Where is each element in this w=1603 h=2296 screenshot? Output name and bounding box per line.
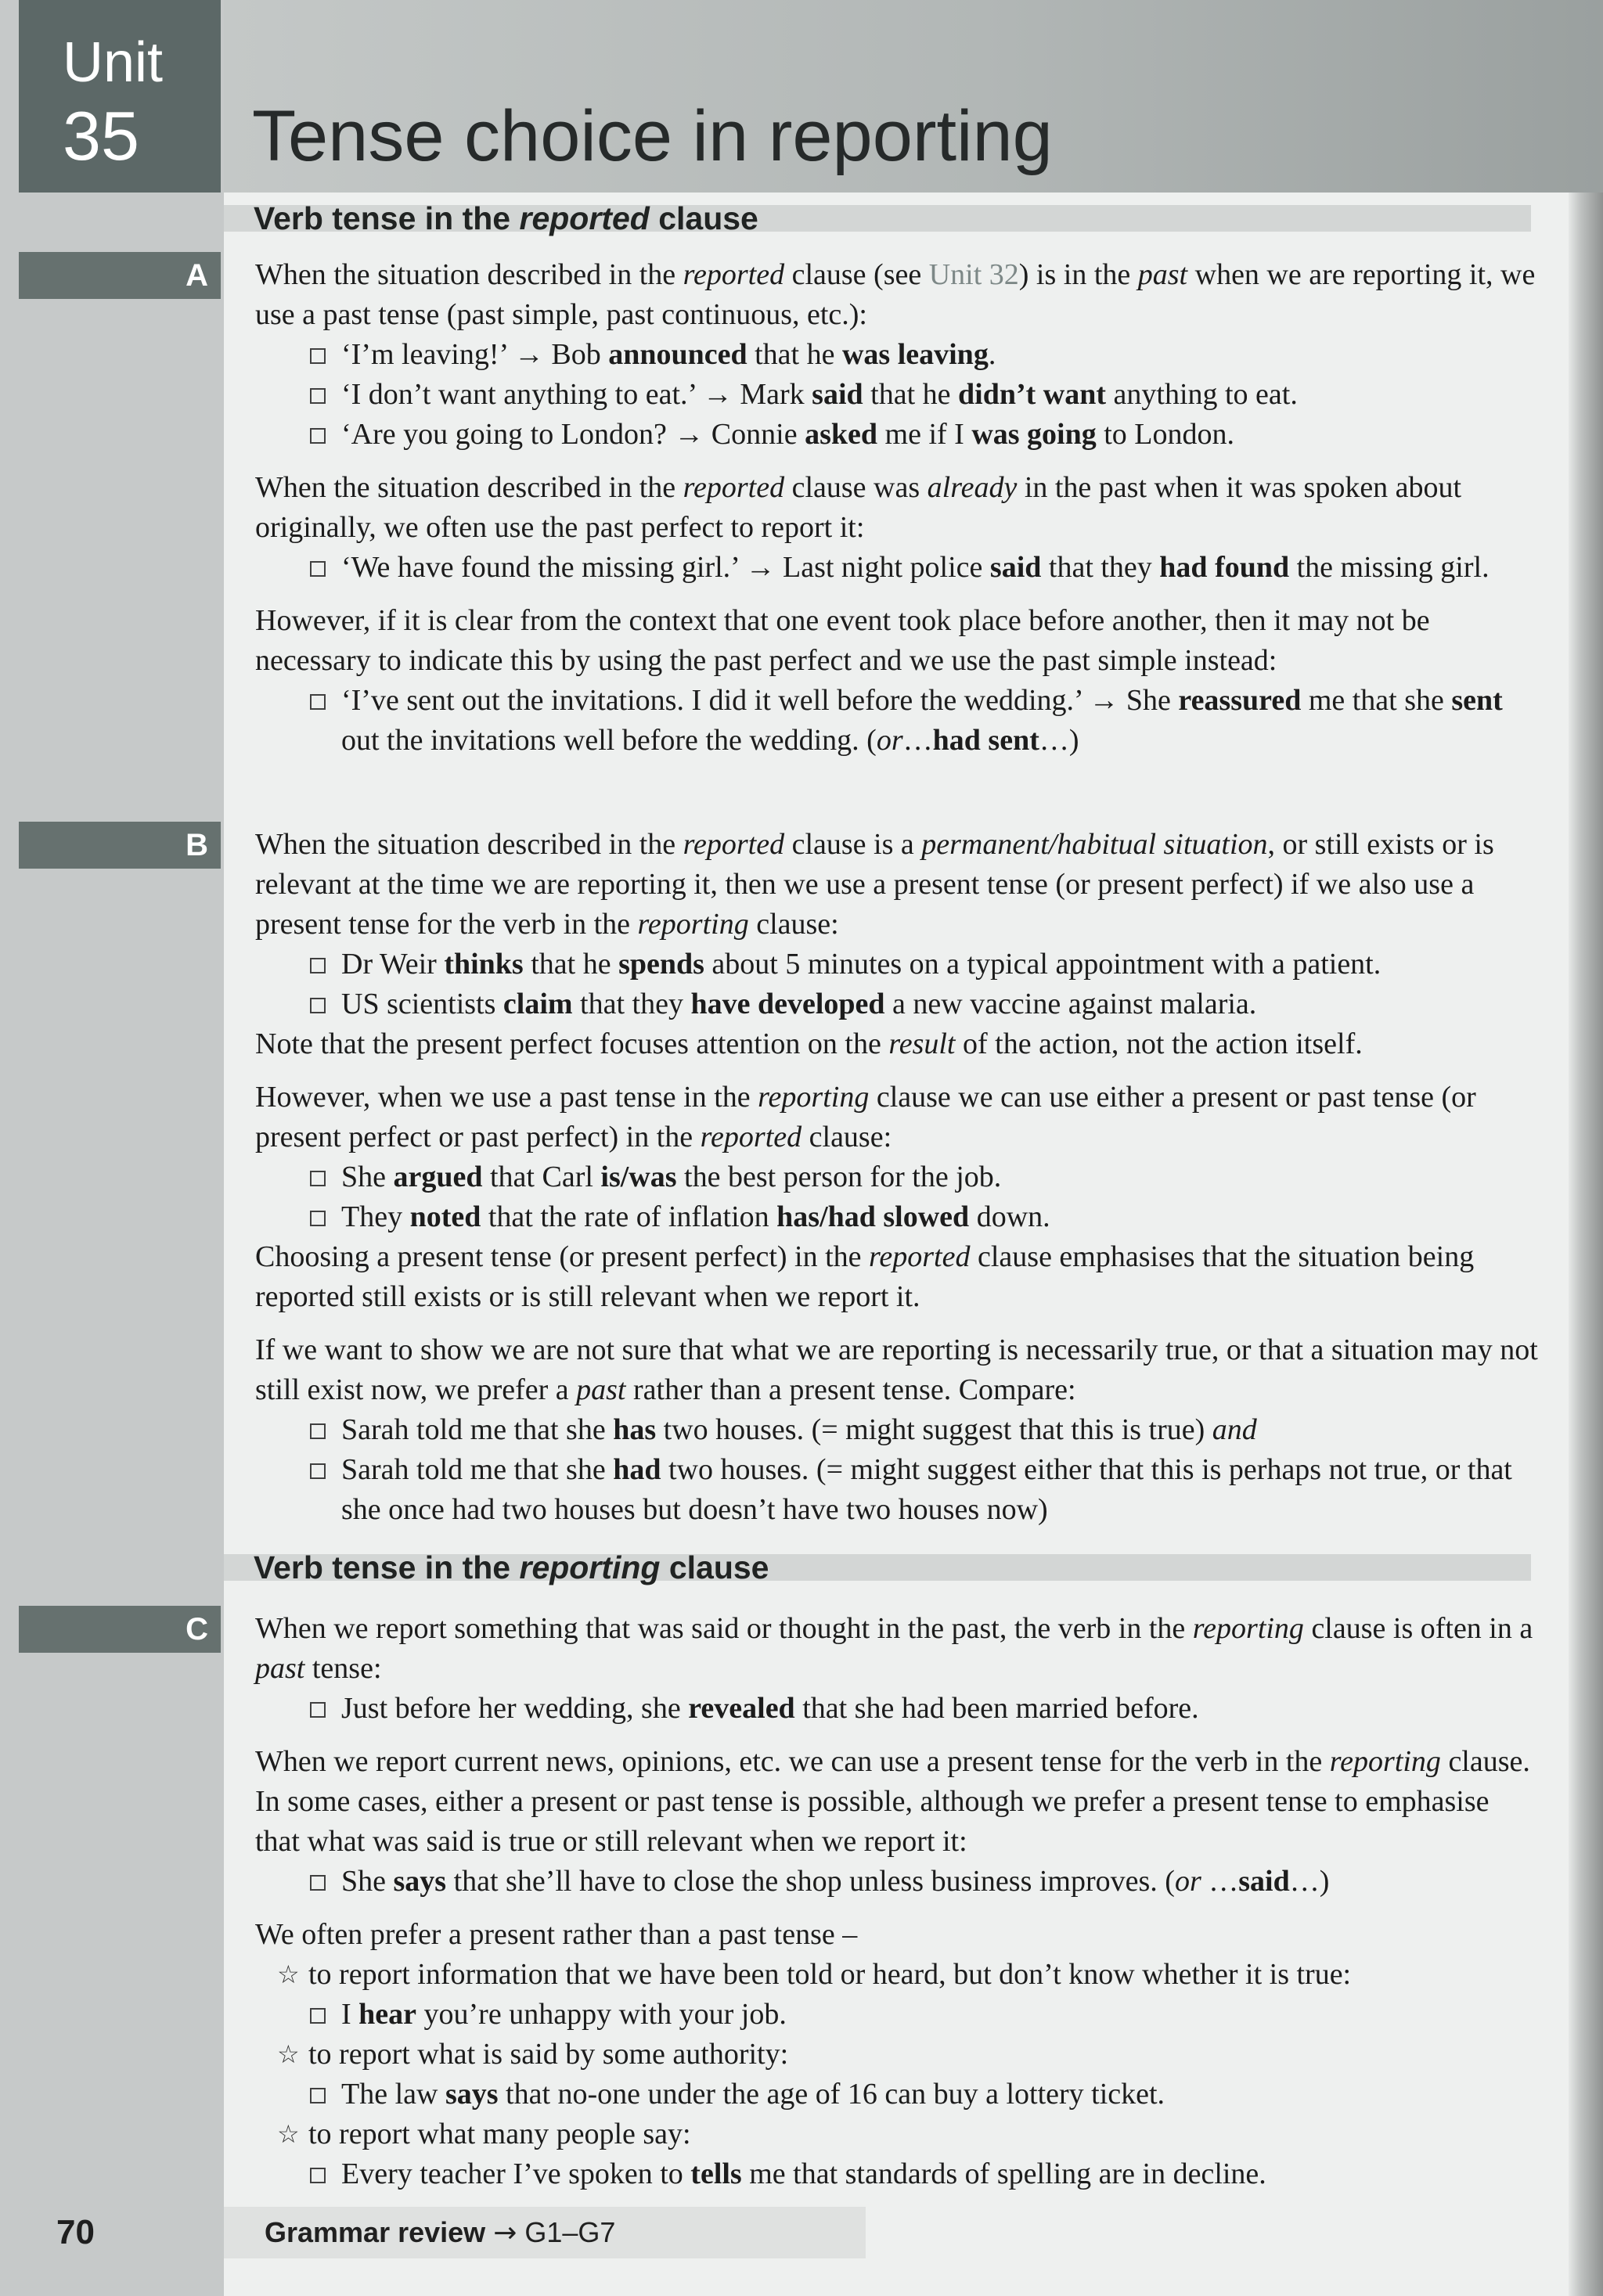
example: Sarah told me that she has two houses. (= might suggest that this is true) and [255, 1410, 1539, 1450]
unit-number: 35 [63, 97, 139, 175]
bullet-point: ☆ to report information that we have been told or heard, but don’t know whether it is true: [255, 1955, 1539, 1995]
unit-badge [19, 0, 221, 193]
grammar-review-label: Grammar review [265, 2216, 486, 2248]
paragraph: When the situation described in the reported clause (see Unit 32) is in the past when we are reporting it, we use a past tense (past simple, past continuous, etc.): [255, 258, 1536, 331]
paragraph: When we report current news, opinions, etc. we can use a present tense for the verb in the reporting clause. In some cases, either a present or past tense is possible, although we prefer a present tense to emphasise that what was said is true or still relevant when we report it: [255, 1745, 1530, 1858]
arrow-right-icon: → [493, 2217, 517, 2249]
subheading-text: clause [649, 200, 758, 236]
section-tab-a: A [19, 252, 221, 299]
paragraph: When the situation described in the reported clause is a permanent/habitual situation, or still exists or is relevant at the time we are reporting it, then we use a present tense (or present perfect) if we also use a present tense for the verb in the reporting clause: [255, 828, 1494, 941]
example: ‘I’ve sent out the invitations. I did it well before the wedding.’ → She reassured me that she sent out the invitations well before the wedding. (or…had sent…) [255, 681, 1539, 761]
example: I hear you’re unhappy with your job. [255, 1995, 1539, 2035]
subheading-emphasis: reporting [519, 1549, 661, 1585]
subheading-reporting-clause [254, 1549, 769, 1586]
subheading-text: clause [660, 1549, 769, 1585]
example: Dr Weir thinks that he spends about 5 minutes on a typical appointment with a patient. [255, 945, 1539, 984]
paragraph: However, if it is clear from the context that one event took place before another, then it may not be necessary to indicate this by using the past perfect and we use the past simple instead: [255, 604, 1430, 677]
example: ‘We have found the missing girl.’ → Last night police said that they had found the missing girl. [255, 548, 1539, 588]
subheading-text: Verb tense in the [254, 1549, 520, 1585]
paragraph: Choosing a present tense (or present perfect) in the reported clause emphasises that the situation being reported still exists or is still relevant when we report it. [255, 1240, 1475, 1313]
example: She says that she’ll have to close the shop unless business improves. (or …said…) [255, 1862, 1539, 1902]
example: Sarah told me that she had two houses. (= might suggest either that this is perhaps not true, or that she once had two houses but doesn’t have two houses now) [255, 1450, 1539, 1530]
note: Note that the present perfect focuses attention on the result of the action, not the action itself. [255, 1027, 1363, 1060]
example: ‘I don’t want anything to eat.’ → Mark said that he didn’t want anything to eat. [255, 375, 1539, 415]
page-edge-shadow [1569, 0, 1603, 2296]
left-margin-column [0, 0, 224, 2296]
subheading-reported-clause [254, 200, 758, 237]
bullet-point: ☆ to report what is said by some authority: [255, 2035, 1539, 2075]
bullet-point: ☆ to report what many people say: [255, 2114, 1539, 2154]
example: ‘I’m leaving!’ → Bob announced that he was leaving. [255, 335, 1539, 375]
section-b [255, 825, 1539, 1530]
example: US scientists claim that they have developed a new vaccine against malaria. [255, 984, 1539, 1024]
example: ‘Are you going to London? → Connie asked me if I was going to London. [255, 415, 1539, 455]
subheading-text: Verb tense in the [254, 200, 520, 236]
page-number: 70 [56, 2213, 95, 2251]
example: The law says that no-one under the age of 16 can buy a lottery ticket. [255, 2075, 1539, 2114]
section-tab-b: B [19, 822, 221, 869]
example: Every teacher I’ve spoken to tells me that standards of spelling are in decline. [255, 2154, 1539, 2194]
paragraph: When the situation described in the reported clause was already in the past when it was spoken about originally, we often use the past perfect to report it: [255, 471, 1462, 544]
section-a [255, 255, 1539, 761]
page-title: Tense choice in reporting [252, 96, 1053, 176]
grammar-review-target: G1–G7 [524, 2216, 616, 2248]
example: They noted that the rate of inflation has/had slowed down. [255, 1197, 1539, 1237]
unit-word: Unit [63, 31, 164, 94]
section-tab-c: C [19, 1606, 221, 1653]
subheading-emphasis: reported [519, 200, 650, 236]
paragraph: If we want to show we are not sure that what we are reporting is necessarily true, or that a situation may not still exist now, we prefer a past rather than a present tense. Compare: [255, 1333, 1538, 1406]
paragraph: When we report something that was said or thought in the past, the verb in the reporting clause is often in a past tense: [255, 1612, 1533, 1685]
section-c [255, 1609, 1539, 2194]
unit-link[interactable]: Unit 32 [928, 258, 1019, 291]
paragraph: We often prefer a present rather than a past tense – [255, 1918, 858, 1951]
paragraph: However, when we use a past tense in the reporting clause we can use either a present or past tense (or present perfect or past perfect) in the reported clause: [255, 1081, 1476, 1153]
example: She argued that Carl is/was the best person for the job. [255, 1157, 1539, 1197]
grammar-review-link[interactable] [265, 2216, 615, 2249]
example: Just before her wedding, she revealed that she had been married before. [255, 1689, 1539, 1729]
